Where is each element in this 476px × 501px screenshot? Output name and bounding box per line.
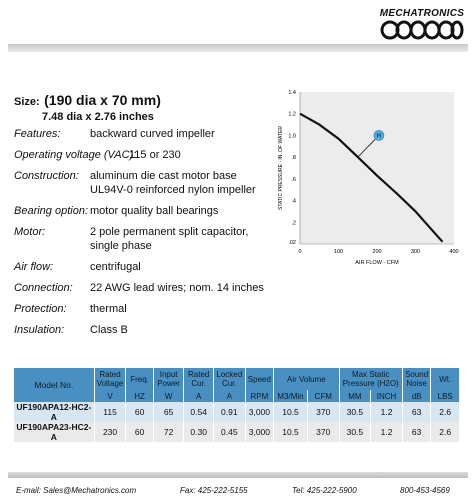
- unit-cfm: CFM: [307, 390, 339, 402]
- spec-value: thermal: [90, 303, 127, 315]
- logo-wordmark: MECHATRONICS: [379, 8, 465, 19]
- table-cell: 60: [126, 402, 153, 422]
- footer-tel: Tel: 425-222-5900: [292, 486, 357, 495]
- spec-value: Class B: [90, 324, 128, 336]
- y-tick-label: 1.0: [288, 133, 296, 140]
- col-model-no: Model No.: [14, 368, 94, 402]
- spec-label: Insulation:: [14, 324, 65, 336]
- spec-value: aluminum die cast motor base UL94V-0 reinforced nylon impeller: [90, 170, 256, 196]
- unit-rpm: RPM: [245, 390, 274, 402]
- spec-label: Motor:: [14, 226, 46, 238]
- cell-model: UF190APA23-HC2-A: [14, 422, 94, 442]
- table-cell: 370: [307, 422, 339, 442]
- unit-inch: INCH: [371, 390, 403, 402]
- footer-fax: Fax: 425-222-5155: [180, 486, 248, 495]
- col-locked-cur: Locked Cur.: [213, 368, 245, 390]
- cell-model: UF190APA12-HC2-A: [14, 402, 94, 422]
- table-row: [14, 422, 460, 442]
- spec-label: Operating voltage (VAC):: [14, 149, 137, 161]
- col-max-static-pressure: Max Static Pressure (H2O): [339, 368, 402, 390]
- table-cell: 10.5: [274, 402, 308, 422]
- footer-phone: 800-453-4569: [400, 486, 450, 495]
- size-inches: 7.48 dia x 2.76 inches: [42, 111, 154, 123]
- spec-label: Features:: [14, 128, 61, 140]
- table-cell: 30.5: [339, 402, 371, 422]
- size-metric: (190 dia x 70 mm): [44, 92, 161, 108]
- spec-value: 22 AWG lead wires; nom. 14 inches: [90, 282, 264, 294]
- spec-label: Connection:: [14, 282, 73, 294]
- unit-lbs: LBS: [431, 390, 460, 402]
- col-rated-voltage: Rated Voltage: [94, 368, 126, 390]
- col-sound-noise: Sound Noise: [402, 368, 431, 390]
- unit-v: V: [94, 390, 126, 402]
- table-cell: 2.6: [431, 402, 460, 422]
- x-axis-label: AIR FLOW - CFM: [355, 260, 399, 266]
- x-tick-label: 0: [298, 249, 302, 255]
- table-cell: 63: [402, 402, 431, 422]
- x-tick-label: 100: [333, 249, 344, 255]
- table-cell: 63: [402, 422, 431, 442]
- header-rule: [8, 44, 468, 52]
- col-input-power: Input Power: [153, 368, 184, 390]
- table-cell: 0.54: [184, 402, 214, 422]
- table-cell: 0.91: [213, 402, 245, 422]
- spec-label: Construction:: [14, 170, 79, 182]
- y-tick-label: .2: [291, 220, 296, 227]
- col-air-volume: Air Volume: [274, 368, 339, 390]
- y-tick-label: .8: [291, 155, 296, 162]
- unit-a-locked: A: [213, 390, 245, 402]
- spec-value: 2 pole permanent split capacitor, single phase: [90, 226, 249, 252]
- col-speed: Speed: [245, 368, 274, 390]
- spec-label: Air flow:: [14, 261, 54, 273]
- x-tick-label: 300: [410, 249, 421, 255]
- y-axis-label: STATIC PRESSURE - IN. OF WATER: [278, 126, 284, 210]
- col-weight: Wt.: [431, 368, 460, 390]
- table-cell: 0.30: [184, 422, 214, 442]
- spec-label: Protection:: [14, 303, 67, 315]
- model-spec-table: [14, 368, 460, 442]
- unit-hz: HZ: [126, 390, 153, 402]
- spec-value: 115 or 230: [129, 149, 181, 161]
- table-cell: 72: [153, 422, 184, 442]
- table-row: [14, 402, 460, 422]
- spec-value: centrifugal: [90, 261, 141, 273]
- spec-label: Bearing option:: [14, 205, 88, 217]
- table-cell: 3,000: [245, 422, 274, 442]
- plot-background: [300, 92, 454, 244]
- y-tick-label: .02: [288, 239, 296, 246]
- unit-m3-min: M3/Min: [274, 390, 308, 402]
- size-label: Size:: [14, 96, 40, 108]
- table-cell: 230: [94, 422, 126, 442]
- col-freq: Freq.: [126, 368, 153, 390]
- unit-w: W: [153, 390, 184, 402]
- table-cell: 115: [94, 402, 126, 422]
- y-tick-label: .4: [291, 198, 296, 205]
- spec-value: motor quality ball bearings: [90, 205, 219, 217]
- col-rated-cur: Rated Cur.: [184, 368, 214, 390]
- x-tick-label: 400: [449, 249, 459, 255]
- footer-email: E-mail: Sales@Mechatronics.com: [16, 486, 137, 495]
- table-cell: 30.5: [339, 422, 371, 442]
- operating-point-label: H: [376, 133, 382, 140]
- table-cell: 60: [126, 422, 153, 442]
- table-cell: 0.45: [213, 422, 245, 442]
- table-cell: 10.5: [274, 422, 308, 442]
- table-cell: 1.2: [371, 422, 403, 442]
- size-metric-line: [14, 92, 161, 110]
- y-tick-label: 1.2: [288, 111, 296, 118]
- size-block: [14, 92, 161, 123]
- logo-rings-icon: [380, 20, 464, 40]
- table-cell: 3,000: [245, 402, 274, 422]
- unit-db: dB: [402, 390, 431, 402]
- table-cell: 65: [153, 402, 184, 422]
- footer-rule: [8, 472, 468, 478]
- y-tick-label: 1.4: [288, 90, 296, 96]
- y-tick-label: .6: [291, 176, 296, 183]
- performance-chart: [262, 88, 468, 270]
- table-cell: 1.2: [371, 402, 403, 422]
- x-tick-label: 200: [372, 249, 382, 255]
- mechatronics-logo: [376, 8, 468, 42]
- unit-mm: MM: [339, 390, 371, 402]
- table-cell: 2.6: [431, 422, 460, 442]
- spec-value: backward curved impeller: [90, 128, 215, 140]
- table-cell: 370: [307, 402, 339, 422]
- unit-a-rated: A: [184, 390, 214, 402]
